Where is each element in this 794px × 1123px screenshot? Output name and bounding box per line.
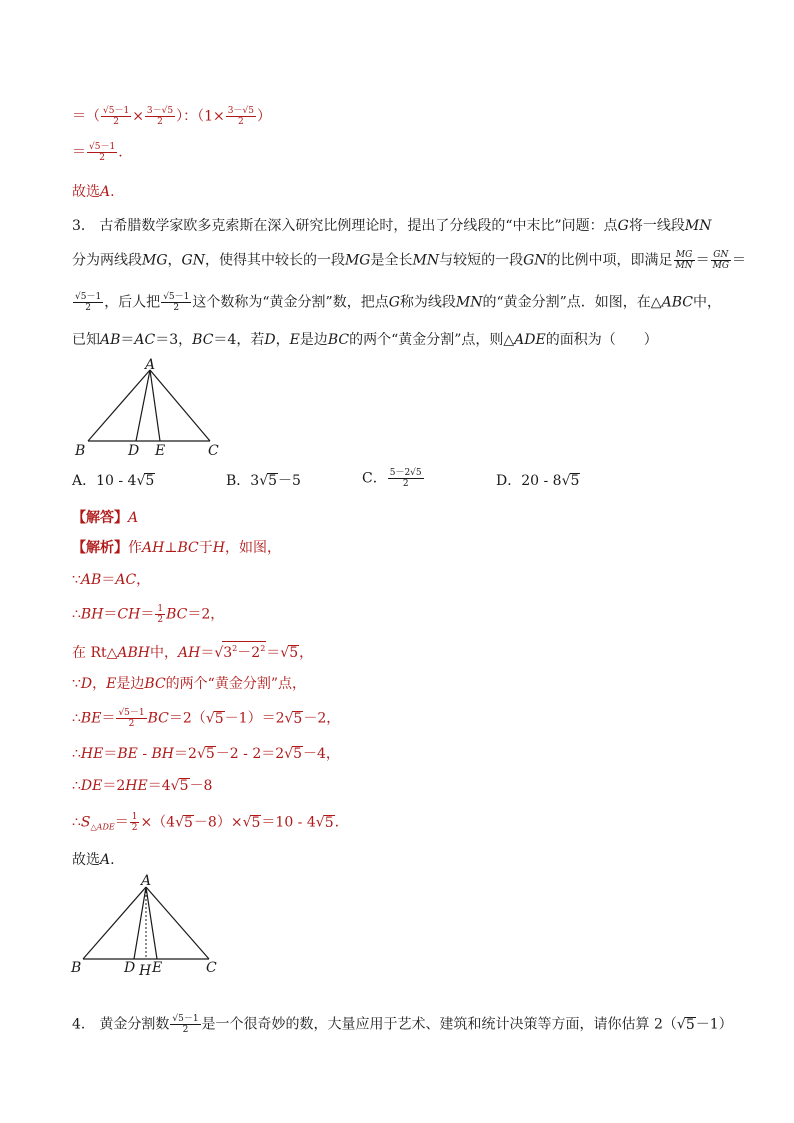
option-b: B．3√5－5 <box>226 473 301 489</box>
analysis-line-3: 在 Rt△ABH中，$AH=√3^2-2^2=√5$， <box>72 641 734 663</box>
analysis-line-6: ∴HE＝BE - BH＝2√5－2 - 2＝2√5－4， <box>72 746 340 762</box>
side-ab <box>88 370 150 441</box>
question-4-line-1: 4． 黄金分割数 $\frac{√5-1}{2}$ 是一个很奇妙的数，大量应用于艺术、建筑和统计决策等方面，请你估算 2（√5－1） <box>72 1014 733 1035</box>
question-3-line-3: $\frac{√5-1}{2}$ ，后人把 $\frac{√5-1}{2}$ 这个数称为“黄金分割”数，把点G称为线段MN的“黄金分割”点．如图，在△ABC中， <box>75 292 721 313</box>
choose-answer-2: 故选A. <box>72 852 115 868</box>
analysis-line-2: ∴BH＝CH＝ $\frac{1}{2}$ BC＝2， <box>72 604 225 625</box>
equation-line-1: ＝（ $\frac{√5-1}{2}$ × $\frac{3-√5}{2}$ ）：（1× $\frac{3-√5}{2}$ ） <box>72 106 271 127</box>
analysis-line-7: ∴DE＝2HE＝4√5－8 <box>72 778 213 794</box>
side-ab-2 <box>83 887 146 959</box>
option-a: A．10 - 4√5 <box>72 473 155 489</box>
label-d: D <box>128 443 140 459</box>
label-b: B <box>75 443 86 459</box>
label-h: H <box>139 963 152 976</box>
equation-line-2: ＝ $\frac{√5-1}{2}$ . <box>72 142 123 163</box>
label-a: A <box>145 357 156 373</box>
label-b-2: B <box>71 960 82 976</box>
option-c: C． $\frac{5-2√5}{2}$ <box>362 468 422 489</box>
answer-line: 【解答】A <box>72 510 139 526</box>
option-d: D．20 - 8√5 <box>496 473 580 489</box>
question-3-line-2: 分为两线段MG，GN，使得其中较长的一段MG是全长MN与较短的一段GN的比例中项，即满足 $\frac{MG}{MN}$ ＝ $\frac{GN}{MG}$ ＝ <box>72 250 747 271</box>
analysis-line-8: $\therefore S_{\triangle ADE}=$ $\frac{1}{2}$ ×（4√5－8）×√5＝10 - 4√5. <box>72 812 340 833</box>
label-c: C <box>208 443 219 459</box>
question-3-line-1: 3． 古希腊数学家欧多克索斯在深入研究比例理论时，提出了分线段的“中末比”问题：点G将一线段MN <box>72 218 712 234</box>
analysis-line-5: ∴BE＝ $\frac{√5-1}{2}$ BC＝2（√5－1）＝2√5－2， <box>72 708 341 729</box>
analysis-line-0: 【解析】作AH⊥BC于H，如图， <box>72 540 281 556</box>
label-e: E <box>155 443 166 459</box>
label-d-2: D <box>124 960 136 976</box>
triangle-figure-1 <box>70 355 240 460</box>
analysis-line-1: ∵AB＝AC， <box>72 572 151 588</box>
triangle-figure-2 <box>66 870 226 976</box>
choose-answer-1: 故选A. <box>72 184 115 200</box>
label-a-2: A <box>141 873 152 889</box>
label-c-2: C <box>206 960 217 976</box>
question-3-line-4: 已知AB＝AC＝3，BC＝4，若D，E是边BC的两个“黄金分割”点，则△ADE的面积为（ ） <box>72 332 658 348</box>
label-e-2: E <box>152 960 163 976</box>
analysis-line-4: ∵D，E是边BC的两个“黄金分割”点， <box>72 676 306 692</box>
segment-ad <box>136 370 150 441</box>
